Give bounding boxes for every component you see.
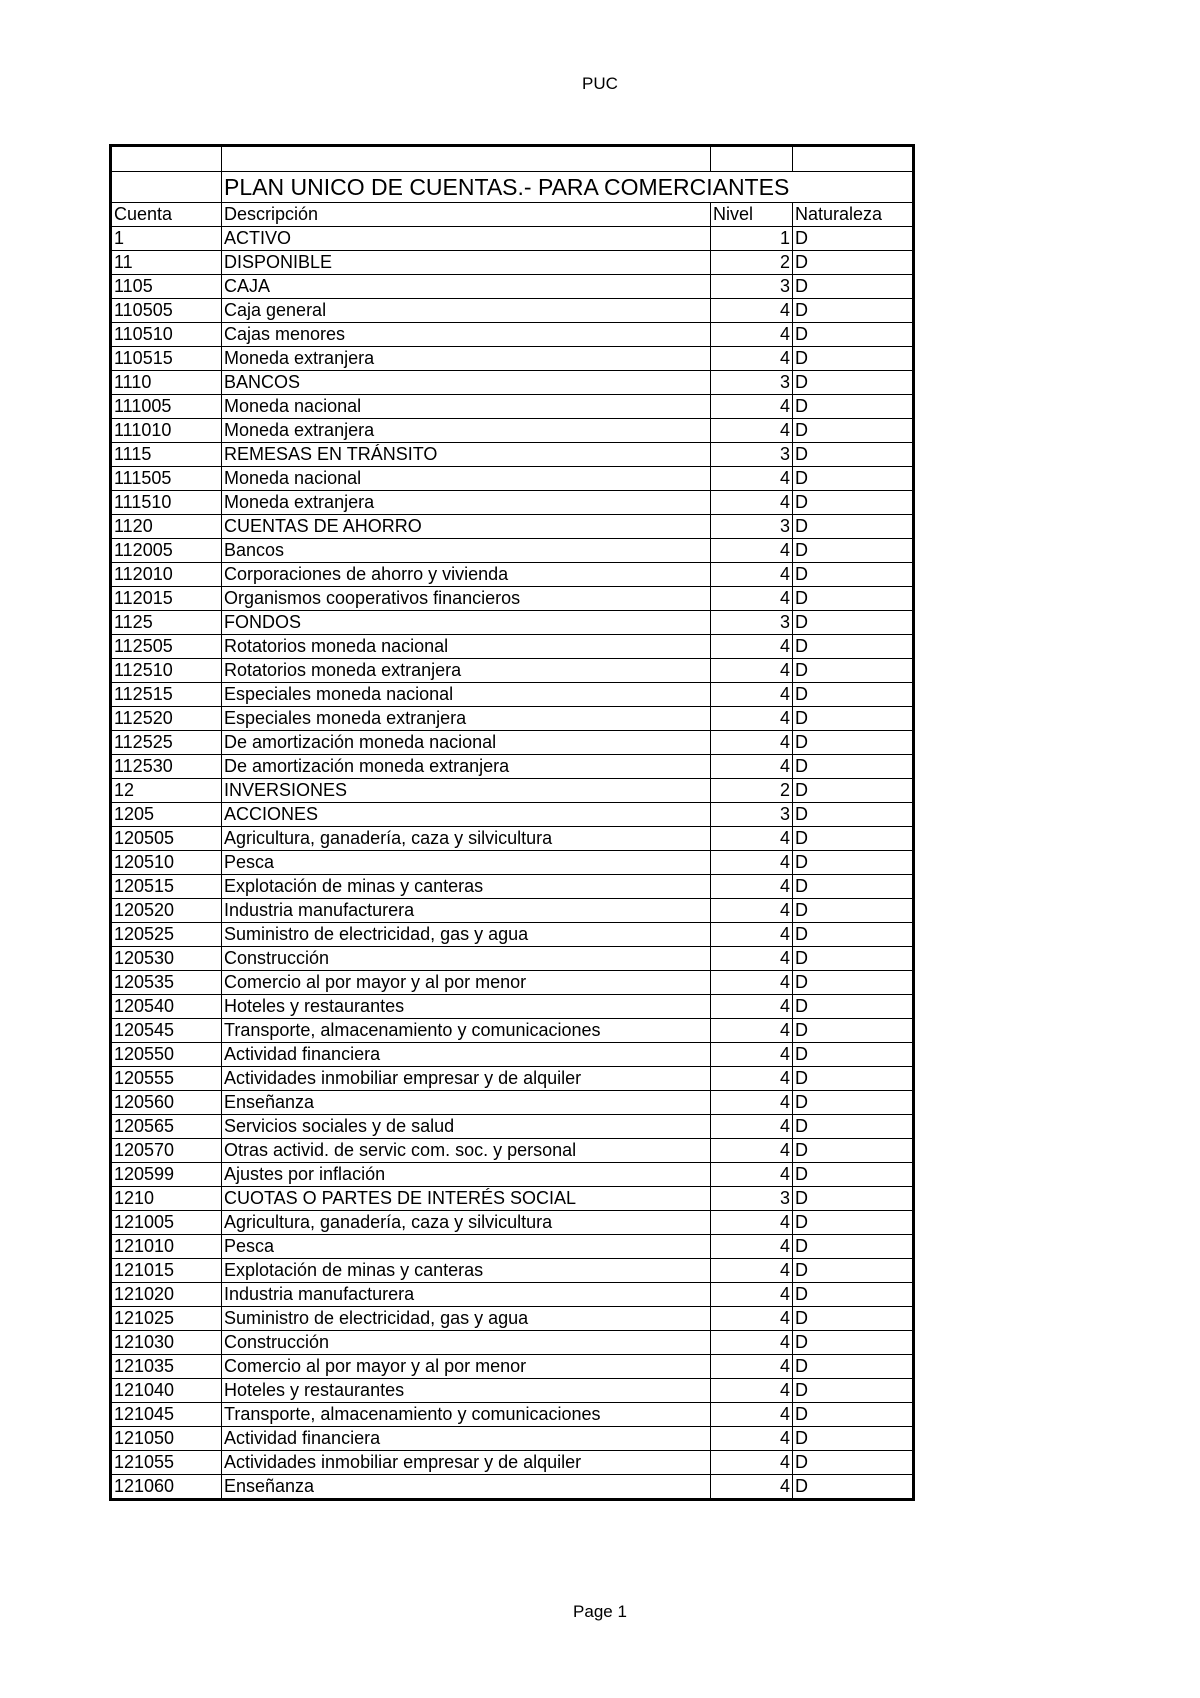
cell-descripcion: BANCOS [222,371,711,395]
table-row [111,1163,914,1187]
cell-naturaleza: D [793,1211,914,1235]
cell-nivel: 4 [711,1475,793,1500]
cell-cuenta: 120530 [111,947,222,971]
cell-cuenta: 111510 [111,491,222,515]
cell-naturaleza: D [793,1259,914,1283]
cell-descripcion: Pesca [222,1235,711,1259]
cell-cuenta: 112505 [111,635,222,659]
cell-nivel: 3 [711,611,793,635]
cell-nivel: 4 [711,683,793,707]
cell-nivel: 4 [711,395,793,419]
table-row [111,323,914,347]
table-row [111,875,914,899]
table-row [111,1139,914,1163]
cell-descripcion: Corporaciones de ahorro y vivienda [222,563,711,587]
cell-cuenta: 112015 [111,587,222,611]
cell-descripcion: Actividad financiera [222,1427,711,1451]
cell-descripcion: Moneda extranjera [222,419,711,443]
cell-naturaleza: D [793,659,914,683]
table-title: PLAN UNICO DE CUENTAS.- PARA COMERCIANTES [222,172,914,203]
empty-row [111,146,914,172]
cell-naturaleza: D [793,1307,914,1331]
table-row [111,707,914,731]
cell-nivel: 4 [711,899,793,923]
table-row [111,227,914,251]
cell-nivel: 4 [711,1259,793,1283]
table-row [111,1379,914,1403]
cell-nivel: 4 [711,1283,793,1307]
cell-nivel: 4 [711,1451,793,1475]
cell-naturaleza: D [793,1235,914,1259]
cell-nivel: 4 [711,1139,793,1163]
cell-naturaleza: D [793,1139,914,1163]
cell-descripcion: Actividades inmobiliar empresar y de alquiler [222,1067,711,1091]
cell-cuenta: 1205 [111,803,222,827]
cell-descripcion: Agricultura, ganadería, caza y silvicultura [222,827,711,851]
cell-cuenta: 120540 [111,995,222,1019]
cell-descripcion: Moneda nacional [222,467,711,491]
cell-naturaleza: D [793,995,914,1019]
table-row [111,1067,914,1091]
cell-cuenta: 1210 [111,1187,222,1211]
cell-cuenta: 120520 [111,899,222,923]
table-row [111,1115,914,1139]
column-header-row [111,203,914,227]
cell-nivel: 2 [711,251,793,275]
cell-nivel: 4 [711,923,793,947]
cell-cuenta: 120560 [111,1091,222,1115]
table-row [111,1091,914,1115]
cell-naturaleza: D [793,1067,914,1091]
cell-naturaleza: D [793,1163,914,1187]
table-row [111,1283,914,1307]
cell-cuenta: 1115 [111,443,222,467]
cell-nivel: 3 [711,371,793,395]
cell-descripcion: Rotatorios moneda nacional [222,635,711,659]
cell-cuenta: 110505 [111,299,222,323]
cell-naturaleza: D [793,803,914,827]
cell-naturaleza: D [793,1091,914,1115]
cell-cuenta: 1120 [111,515,222,539]
cell-nivel: 4 [711,851,793,875]
cell-nivel: 4 [711,299,793,323]
cell-naturaleza: D [793,1355,914,1379]
cell-naturaleza: D [793,251,914,275]
table-row [111,419,914,443]
cell-descripcion: Caja general [222,299,711,323]
table-row [111,923,914,947]
cell-cuenta: 110515 [111,347,222,371]
cell-naturaleza: D [793,1115,914,1139]
cell-nivel: 4 [711,1067,793,1091]
cell-descripcion: DISPONIBLE [222,251,711,275]
cell-cuenta: 121060 [111,1475,222,1500]
cell-nivel: 4 [711,1235,793,1259]
cell-naturaleza: D [793,563,914,587]
cell-naturaleza: D [793,467,914,491]
cell-cuenta: 121025 [111,1307,222,1331]
cell-nivel: 4 [711,1307,793,1331]
cell-naturaleza: D [793,851,914,875]
cell-nivel: 4 [711,731,793,755]
cell-descripcion: Enseñanza [222,1091,711,1115]
cell-descripcion: Hoteles y restaurantes [222,995,711,1019]
table-row [111,1475,914,1500]
cell-naturaleza: D [793,1475,914,1500]
cell-cuenta: 120565 [111,1115,222,1139]
cell-cuenta: 120599 [111,1163,222,1187]
cell-naturaleza: D [793,419,914,443]
cell-naturaleza: D [793,491,914,515]
cell-descripcion: Suministro de electricidad, gas y agua [222,1307,711,1331]
table-row [111,251,914,275]
cell-naturaleza: D [793,443,914,467]
cell-naturaleza: D [793,347,914,371]
cell-naturaleza: D [793,1283,914,1307]
cell-descripcion: ACCIONES [222,803,711,827]
empty-cell [711,146,793,172]
cell-cuenta: 111505 [111,467,222,491]
cell-descripcion: Actividad financiera [222,1043,711,1067]
cell-nivel: 4 [711,1211,793,1235]
table-row [111,803,914,827]
cell-nivel: 4 [711,1019,793,1043]
cell-nivel: 4 [711,1115,793,1139]
cell-cuenta: 1105 [111,275,222,299]
cell-naturaleza: D [793,1043,914,1067]
cell-naturaleza: D [793,1427,914,1451]
cell-cuenta: 121005 [111,1211,222,1235]
table-row [111,731,914,755]
table-row [111,683,914,707]
cell-descripcion: ACTIVO [222,227,711,251]
cell-descripcion: Pesca [222,851,711,875]
cell-descripcion: CUENTAS DE AHORRO [222,515,711,539]
table-row [111,1427,914,1451]
cell-cuenta: 120525 [111,923,222,947]
cell-naturaleza: D [793,635,914,659]
empty-cell [793,146,914,172]
cell-cuenta: 120570 [111,1139,222,1163]
cell-nivel: 4 [711,467,793,491]
cell-naturaleza: D [793,875,914,899]
cell-cuenta: 11 [111,251,222,275]
cell-nivel: 4 [711,707,793,731]
cell-nivel: 4 [711,1427,793,1451]
cell-descripcion: Cajas menores [222,323,711,347]
cell-descripcion: Especiales moneda nacional [222,683,711,707]
cell-naturaleza: D [793,539,914,563]
cell-cuenta: 120545 [111,1019,222,1043]
empty-cell [222,146,711,172]
cell-descripcion: Especiales moneda extranjera [222,707,711,731]
table-row [111,971,914,995]
cell-naturaleza: D [793,611,914,635]
cell-descripcion: Moneda nacional [222,395,711,419]
cell-cuenta: 121020 [111,1283,222,1307]
cell-nivel: 4 [711,539,793,563]
table-row [111,899,914,923]
table-row [111,1211,914,1235]
cell-nivel: 4 [711,947,793,971]
table-row [111,347,914,371]
cell-nivel: 4 [711,1379,793,1403]
cell-naturaleza: D [793,323,914,347]
cell-naturaleza: D [793,731,914,755]
cell-nivel: 4 [711,659,793,683]
table-title-row [111,172,914,203]
table-row [111,1451,914,1475]
cell-cuenta: 1 [111,227,222,251]
cell-naturaleza: D [793,227,914,251]
table-row [111,1235,914,1259]
cell-nivel: 4 [711,587,793,611]
cell-cuenta: 121015 [111,1259,222,1283]
cell-nivel: 1 [711,227,793,251]
empty-cell [111,146,222,172]
table-row [111,779,914,803]
table-row [111,1403,914,1427]
cell-cuenta: 112515 [111,683,222,707]
table-row [111,563,914,587]
cell-descripcion: Construcción [222,947,711,971]
cell-naturaleza: D [793,1451,914,1475]
cell-naturaleza: D [793,923,914,947]
cell-cuenta: 111005 [111,395,222,419]
cell-naturaleza: D [793,395,914,419]
cell-naturaleza: D [793,1331,914,1355]
cell-cuenta: 121055 [111,1451,222,1475]
table-row [111,659,914,683]
table-row [111,395,914,419]
table-row [111,947,914,971]
table-row [111,1019,914,1043]
cell-cuenta: 111010 [111,419,222,443]
cell-nivel: 4 [711,635,793,659]
cell-nivel: 4 [711,1355,793,1379]
cell-naturaleza: D [793,1403,914,1427]
cell-cuenta: 112010 [111,563,222,587]
cell-descripcion: De amortización moneda nacional [222,731,711,755]
cell-descripcion: Ajustes por inflación [222,1163,711,1187]
page-number: Page 1 [573,1602,627,1621]
cell-cuenta: 112520 [111,707,222,731]
cell-descripcion: INVERSIONES [222,779,711,803]
column-header-cuenta: Cuenta [111,203,222,227]
cell-descripcion: Agricultura, ganadería, caza y silvicultura [222,1211,711,1235]
table-row [111,1355,914,1379]
page-header-title: PUC [582,74,618,93]
cell-nivel: 4 [711,1331,793,1355]
cell-cuenta: 110510 [111,323,222,347]
cell-descripcion: Industria manufacturera [222,1283,711,1307]
cell-naturaleza: D [793,707,914,731]
cell-descripcion: Enseñanza [222,1475,711,1500]
cell-cuenta: 1110 [111,371,222,395]
table-row [111,851,914,875]
table-row [111,1259,914,1283]
table-row [111,1043,914,1067]
cell-descripcion: Explotación de minas y canteras [222,875,711,899]
empty-cell [111,172,222,203]
cell-cuenta: 120550 [111,1043,222,1067]
cell-naturaleza: D [793,371,914,395]
cell-cuenta: 112510 [111,659,222,683]
cell-naturaleza: D [793,515,914,539]
table-row [111,587,914,611]
cell-descripcion: Rotatorios moneda extranjera [222,659,711,683]
cell-descripcion: Explotación de minas y canteras [222,1259,711,1283]
table-row [111,515,914,539]
cell-nivel: 3 [711,1187,793,1211]
cell-cuenta: 12 [111,779,222,803]
table-row [111,827,914,851]
cell-descripcion: Construcción [222,1331,711,1355]
cell-descripcion: Actividades inmobiliar empresar y de alquiler [222,1451,711,1475]
table-row [111,611,914,635]
cell-nivel: 4 [711,971,793,995]
cell-descripcion: De amortización moneda extranjera [222,755,711,779]
cell-cuenta: 120555 [111,1067,222,1091]
cell-naturaleza: D [793,683,914,707]
accounts-table-body [111,146,914,1500]
cell-cuenta: 112005 [111,539,222,563]
cell-descripcion: Comercio al por mayor y al por menor [222,1355,711,1379]
table-row [111,755,914,779]
cell-nivel: 3 [711,275,793,299]
column-header-nivel: Nivel [711,203,793,227]
cell-descripcion: CAJA [222,275,711,299]
table-row [111,1331,914,1355]
cell-cuenta: 121035 [111,1355,222,1379]
cell-nivel: 4 [711,827,793,851]
cell-nivel: 4 [711,1403,793,1427]
cell-cuenta: 1125 [111,611,222,635]
cell-cuenta: 121030 [111,1331,222,1355]
cell-descripcion: Comercio al por mayor y al por menor [222,971,711,995]
cell-descripcion: CUOTAS O PARTES DE INTERÉS SOCIAL [222,1187,711,1211]
cell-naturaleza: D [793,755,914,779]
cell-nivel: 4 [711,995,793,1019]
cell-nivel: 4 [711,1043,793,1067]
cell-nivel: 4 [711,1163,793,1187]
cell-nivel: 4 [711,491,793,515]
cell-descripcion: Transporte, almacenamiento y comunicaciones [222,1403,711,1427]
cell-nivel: 4 [711,419,793,443]
cell-descripcion: Moneda extranjera [222,347,711,371]
cell-nivel: 4 [711,755,793,779]
cell-descripcion: Hoteles y restaurantes [222,1379,711,1403]
table-row [111,275,914,299]
cell-cuenta: 121010 [111,1235,222,1259]
cell-descripcion: Moneda extranjera [222,491,711,515]
cell-cuenta: 121045 [111,1403,222,1427]
cell-naturaleza: D [793,299,914,323]
table-row [111,443,914,467]
cell-nivel: 4 [711,323,793,347]
table-row [111,491,914,515]
cell-descripcion: Transporte, almacenamiento y comunicaciones [222,1019,711,1043]
cell-nivel: 4 [711,347,793,371]
cell-naturaleza: D [793,971,914,995]
cell-descripcion: Servicios sociales y de salud [222,1115,711,1139]
cell-cuenta: 120505 [111,827,222,851]
cell-naturaleza: D [793,827,914,851]
table-row [111,1307,914,1331]
cell-nivel: 4 [711,1091,793,1115]
cell-naturaleza: D [793,1019,914,1043]
table-row [111,995,914,1019]
cell-cuenta: 112525 [111,731,222,755]
accounts-table [109,144,915,1501]
cell-nivel: 4 [711,875,793,899]
cell-cuenta: 121040 [111,1379,222,1403]
cell-nivel: 3 [711,443,793,467]
cell-nivel: 4 [711,563,793,587]
column-header-naturaleza: Naturaleza [793,203,914,227]
cell-descripcion: Industria manufacturera [222,899,711,923]
cell-nivel: 3 [711,515,793,539]
column-header-descripcion: Descripción [222,203,711,227]
cell-descripcion: Bancos [222,539,711,563]
table-row [111,371,914,395]
table-row [111,299,914,323]
table-row [111,467,914,491]
cell-descripcion: Suministro de electricidad, gas y agua [222,923,711,947]
cell-descripcion: Organismos cooperativos financieros [222,587,711,611]
cell-cuenta: 112530 [111,755,222,779]
cell-naturaleza: D [793,899,914,923]
cell-nivel: 3 [711,803,793,827]
cell-cuenta: 120515 [111,875,222,899]
table-row [111,539,914,563]
cell-naturaleza: D [793,275,914,299]
cell-nivel: 2 [711,779,793,803]
cell-naturaleza: D [793,1379,914,1403]
cell-cuenta: 120510 [111,851,222,875]
cell-naturaleza: D [793,587,914,611]
cell-descripcion: FONDOS [222,611,711,635]
table-row [111,635,914,659]
cell-cuenta: 121050 [111,1427,222,1451]
cell-naturaleza: D [793,947,914,971]
cell-cuenta: 120535 [111,971,222,995]
cell-descripcion: REMESAS EN TRÁNSITO [222,443,711,467]
cell-naturaleza: D [793,1187,914,1211]
table-row [111,1187,914,1211]
cell-descripcion: Otras activid. de servic com. soc. y personal [222,1139,711,1163]
cell-naturaleza: D [793,779,914,803]
